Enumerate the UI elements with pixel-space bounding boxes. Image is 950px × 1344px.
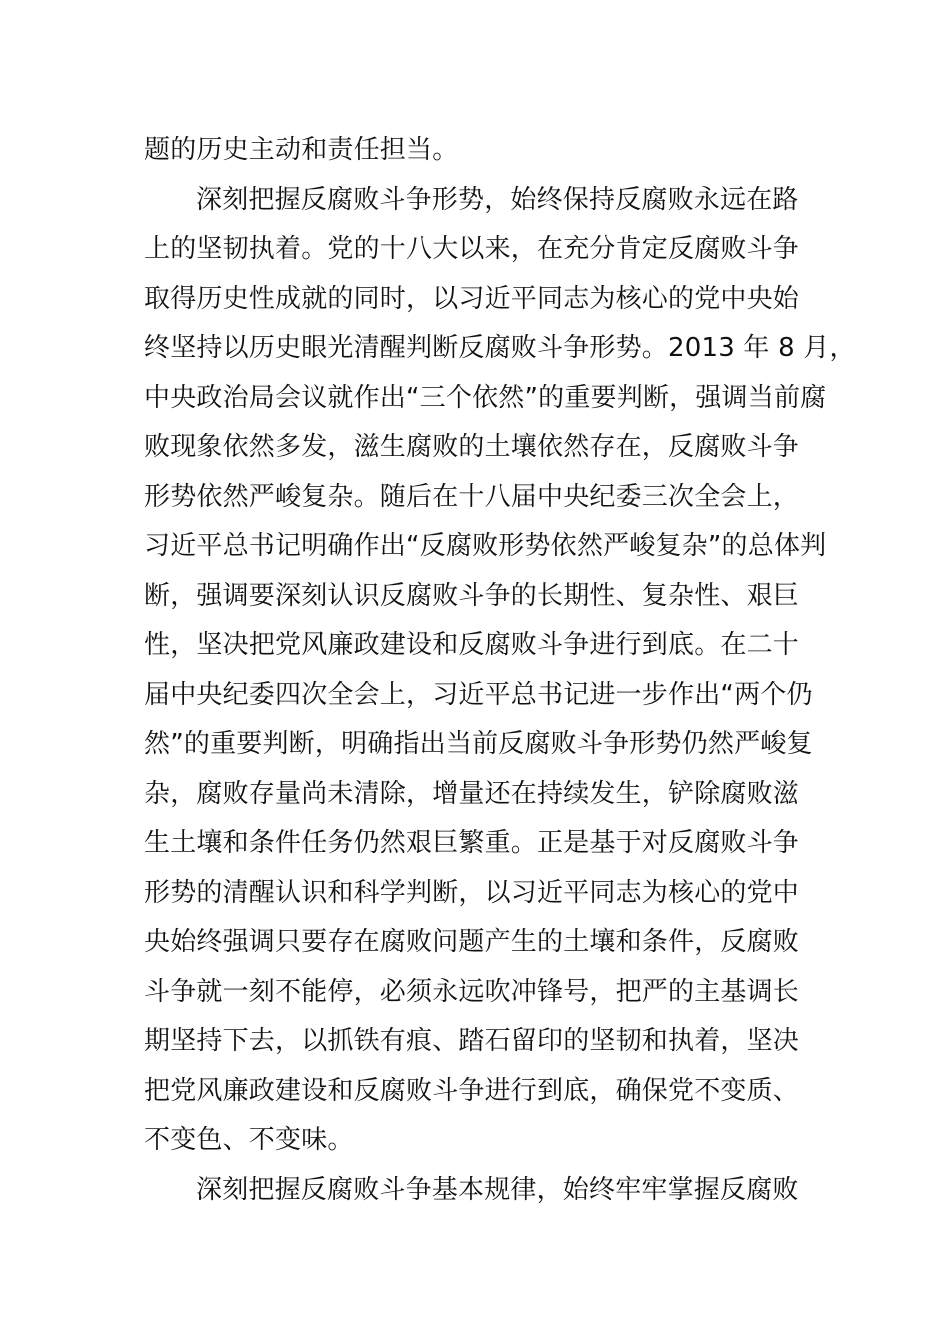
text-line: 形势依然严峻复杂。随后在十八届中央纪委三次全会上，: [144, 481, 800, 512]
text-line: 杂，腐败存量尚未清除，增量还在持续发生，铲除腐败滋: [144, 778, 800, 809]
text-line: 央始终强调只要存在腐败问题产生的土壤和条件，反腐败: [144, 927, 800, 957]
text-line: 败现象依然多发，滋生腐败的土壤依然存在，反腐败斗争: [144, 432, 800, 462]
text-line: 习近平总书记明确作出“反腐败形势依然严峻复杂”的总体判: [144, 531, 827, 561]
paragraph-start-line: 深刻把握反腐败斗争基本规律，始终牢牢掌握反腐败: [196, 1174, 799, 1205]
text-line: 上的坚韧执着。党的十八大以来，在充分肯定反腐败斗争: [144, 234, 800, 264]
text-line: 断，强调要深刻认识反腐败斗争的长期性、复杂性、艰巨: [144, 580, 800, 611]
body-text: [144, 126, 856, 1215]
text-line: 不变色、不变味。: [144, 1125, 354, 1155]
text-line: 把党风廉政建设和反腐败斗争进行到底，确保党不变质、: [144, 1075, 800, 1106]
text-line: 题的历史主动和责任担当。: [144, 135, 459, 165]
text-line: 终坚持以历史眼光清醒判断反腐败斗争形势。2013 年 8 月，: [144, 333, 856, 363]
text-line: 生土壤和条件任务仍然艰巨繁重。正是基于对反腐败斗争: [144, 828, 800, 858]
text-line: 届中央纪委四次全会上，习近平总书记进一步作出“两个仍: [144, 679, 813, 710]
text-line: 斗争就一刻不能停，必须永远吹冲锋号，把严的主基调长: [144, 976, 800, 1007]
paragraph-start-line: 深刻把握反腐败斗争形势，始终保持反腐败永远在路: [196, 184, 799, 215]
text-line: 性，坚决把党风廉政建设和反腐败斗争进行到底。在二十: [144, 630, 800, 660]
text-line: 中央政治局会议就作出“三个依然”的重要判断，强调当前腐: [144, 382, 827, 413]
text-line: 期坚持下去，以抓铁有痕、踏石留印的坚韧和执着，坚决: [144, 1026, 800, 1056]
text-line: 形势的清醒认识和科学判断，以习近平同志为核心的党中: [144, 877, 800, 908]
text-line: 取得历史性成就的同时，以习近平同志为核心的党中央始: [144, 283, 800, 314]
text-line: 然”的重要判断，明确指出当前反腐败斗争形势仍然严峻复: [144, 729, 813, 759]
